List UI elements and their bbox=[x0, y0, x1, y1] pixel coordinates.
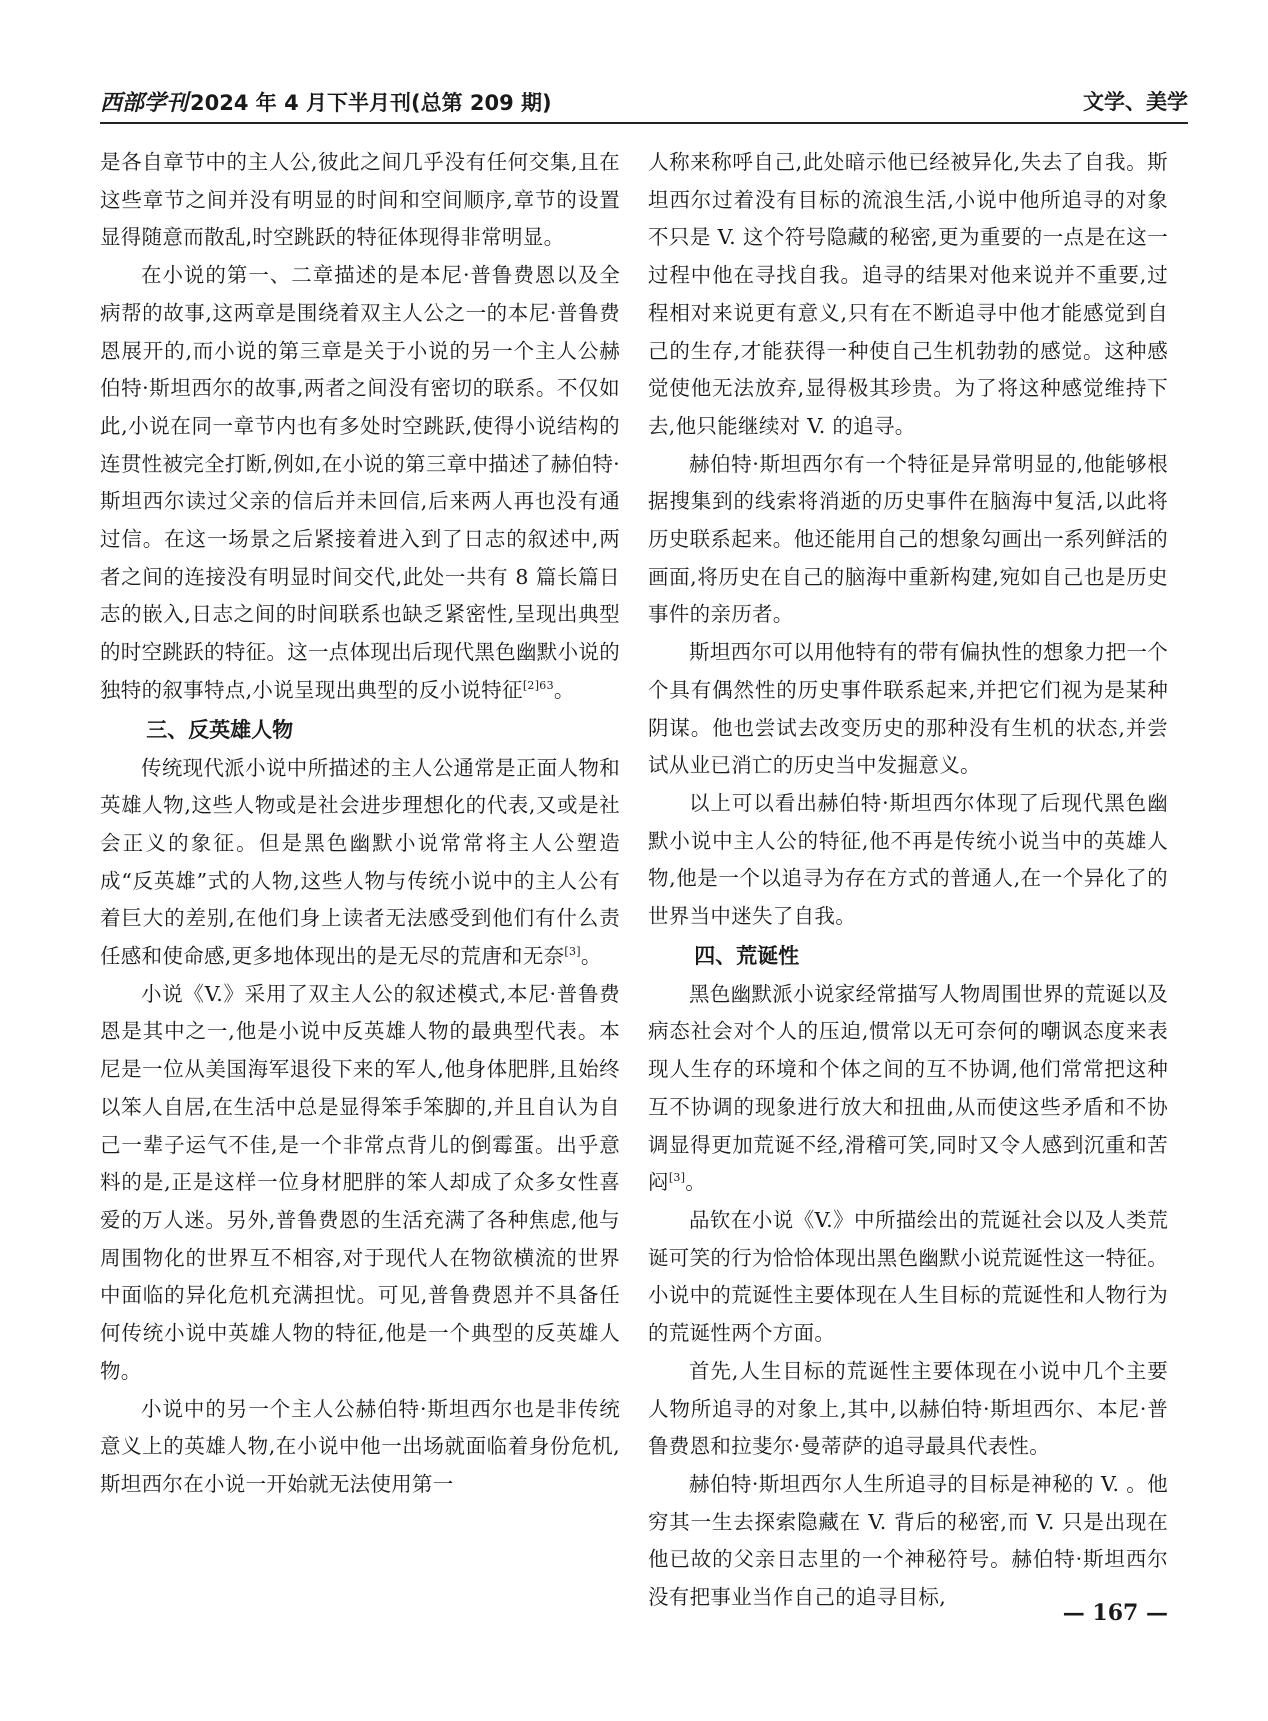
section-heading-text: 四、荒诞性 bbox=[694, 943, 800, 968]
citation-ref: [3] bbox=[668, 1171, 686, 1185]
paragraph bbox=[648, 976, 1168, 1202]
paragraph-text: 人称来称呼自己,此处暗示他已经被异化,失去了自我。斯坦西尔过着没有目标的流浪生活,小说中他所追寻的对象不只是 V. 这个符号隐藏的秘密,更为重要的一点是在这一过程中他在寻找自我。追寻的结果对他来说并不重要,过程相对来说更有意义,只有在不断追寻中他才能感觉到自己的生存,才能获得一种使自己生机勃勃的感觉。这种感觉使他无法放弃,显得极其珍贵。为了将这种感觉维持下去,他只能继续对 V. 的追寻。 bbox=[648, 150, 1168, 438]
paragraph-text: 赫伯特·斯坦西尔有一个特征是异常明显的,他能够根据搜集到的线索将消逝的历史事件在脑海中复活,以此将历史联系起来。他还能用自己的想象勾画出一系列鲜活的画面,将历史在自己的脑海中重新构建,宛如自己也是历史事件的亲历者。 bbox=[648, 451, 1168, 627]
page-number: — 167 — bbox=[1062, 1600, 1168, 1626]
journal-issue: 2024 年 4 月下半月刊(总第 209 期) bbox=[190, 91, 552, 115]
paragraph-tail: 。 bbox=[553, 677, 575, 702]
section-title: 文学、美学 bbox=[1083, 90, 1188, 114]
left-column bbox=[100, 144, 620, 1504]
section-heading bbox=[100, 710, 620, 750]
citation-ref: [2]63 bbox=[522, 679, 554, 693]
paragraph bbox=[648, 1466, 1168, 1617]
paragraph bbox=[648, 1202, 1168, 1353]
section-heading bbox=[648, 936, 1168, 976]
paragraph-text: 赫伯特·斯坦西尔人生所追寻的目标是神秘的 V. 。他穷其一生去探索隐藏在 V. 背后的秘密,而 V. 只是出现在他已故的父亲日志里的一个神秘符号。赫伯特·斯坦西尔没有把事业当作自己的追寻目标, bbox=[648, 1471, 1168, 1610]
paragraph bbox=[100, 257, 620, 709]
section-heading-text: 三、反英雄人物 bbox=[146, 717, 294, 742]
paragraph-text: 黑色幽默派小说家经常描写人物周围世界的荒诞以及病态社会对个人的压迫,惯常以无可奈何的嘲讽态度来表现人生存的环境和个体之间的互不协调,他们常常把这种互不协调的现象进行放大和扭曲,从而使这些矛盾和不协调显得更加荒诞不经,滑稽可笑,同时又令人感到沉重和苦闷 bbox=[648, 981, 1168, 1195]
paragraph-text: 斯坦西尔可以用他特有的带有偏执性的想象力把一个个具有偶然性的历史事件联系起来,并把它们视为是某种阴谋。他也尝试去改变历史的那种没有生机的状态,并尝试从业已消亡的历史当中发掘意义。 bbox=[648, 640, 1168, 778]
paragraph bbox=[648, 446, 1168, 635]
citation-ref: [3] bbox=[564, 945, 581, 959]
journal-title bbox=[100, 86, 552, 117]
journal-logo: 西部学刊 bbox=[100, 90, 189, 116]
paragraph-text: 品钦在小说《V.》中所描绘出的荒诞社会以及人类荒诞可笑的行为恰恰体现出黑色幽默小说荒诞性这一特征。小说中的荒诞性主要体现在人生目标的荒诞性和人物行为的荒诞性两个方面。 bbox=[648, 1207, 1168, 1346]
paragraph-tail: 。 bbox=[685, 1170, 707, 1195]
paragraph bbox=[648, 634, 1168, 785]
right-column bbox=[648, 144, 1168, 1617]
paragraph-text: 传统现代派小说中所描述的主人公通常是正面人物和英雄人物,这些人物或是社会进步理想化的代表,又或是社会正义的象征。但是黑色幽默小说常常将主人公塑造成“反英雄”式的人物,这些人物与传统小说中的主人公有着巨大的差别,在他们身上读者无法感受到他们有什么责任感和使命感,更多地体现出的是无尽的荒唐和无奈 bbox=[100, 755, 620, 969]
paragraph-text: 是各自章节中的主人公,彼此之间几乎没有任何交集,且在这些章节之间并没有明显的时间和空间顺序,章节的设置显得随意而散乱,时空跳跃的特征体现得非常明显。 bbox=[100, 150, 620, 250]
paragraph bbox=[648, 785, 1168, 936]
paragraph-tail: 。 bbox=[580, 944, 602, 969]
paragraph bbox=[100, 144, 620, 257]
paragraph bbox=[648, 144, 1168, 446]
paragraph-text: 以上可以看出赫伯特·斯坦西尔体现了后现代黑色幽默小说中主人公的特征,他不再是传统小说当中的英雄人物,他是一个以追寻为存在方式的普通人,在一个异化了的世界当中迷失了自我。 bbox=[648, 790, 1168, 929]
paragraph-text: 小说《V.》采用了双主人公的叙述模式,本尼·普鲁费恩是其中之一,他是小说中反英雄人物的最典型代表。本尼是一位从美国海军退役下来的军人,他身体肥胖,且始终以笨人自居,在生活中总是显得笨手笨脚的,并且自认为自己一辈子运气不佳,是一个非常点背儿的倒霉蛋。出乎意料的是,正是这样一位身材肥胖的笨人却成了众多女性喜爱的万人迷。另外,普鲁费恩的生活充满了各种焦虑,他与周围物化的世界互不相容,对于现代人在物欲横流的世界中面临的异化危机充满担忧。可见,普鲁费恩并不具备任何传统小说中英雄人物的特征,他是一个典型的反英雄人物。 bbox=[100, 981, 620, 1383]
running-header bbox=[100, 82, 1188, 124]
paragraph bbox=[100, 750, 620, 976]
paragraph bbox=[648, 1353, 1168, 1466]
paragraph-text: 首先,人生目标的荒诞性主要体现在小说中几个主要人物所追寻的对象上,其中,以赫伯特·斯坦西尔、本尼·普鲁费恩和拉斐尔·曼蒂萨的追寻最具代表性。 bbox=[648, 1358, 1168, 1459]
paragraph bbox=[100, 1391, 620, 1504]
paragraph-text: 小说中的另一个主人公赫伯特·斯坦西尔也是非传统意义上的英雄人物,在小说中他一出场就面临着身份危机,斯坦西尔在小说一开始就无法使用第一 bbox=[100, 1396, 620, 1496]
paragraph bbox=[100, 976, 620, 1391]
paragraph-text: 在小说的第一、二章描述的是本尼·普鲁费恩以及全病帮的故事,这两章是围绕着双主人公之一的本尼·普鲁费恩展开的,而小说的第三章是关于小说的另一个主人公赫伯特·斯坦西尔的故事,两者之间没有密切的联系。不仅如此,小说在同一章节内也有多处时空跳跃,使得小说结构的连贯性被完全打断,例如,在小说的第三章中描述了赫伯特·斯坦西尔读过父亲的信后并未回信,后来两人再也没有通过信。在这一场景之后紧接着进入到了日志的叙述中,两者之间的连接没有明显时间交代,此处一共有 8 篇长篇日志的嵌入,日志之间的时间联系也缺乏紧密性,呈现出典型的时空跳跃的特征。这一点体现出后现代黑色幽默小说的独特的叙事特点,小说呈现出典型的反小说特征 bbox=[100, 263, 620, 702]
